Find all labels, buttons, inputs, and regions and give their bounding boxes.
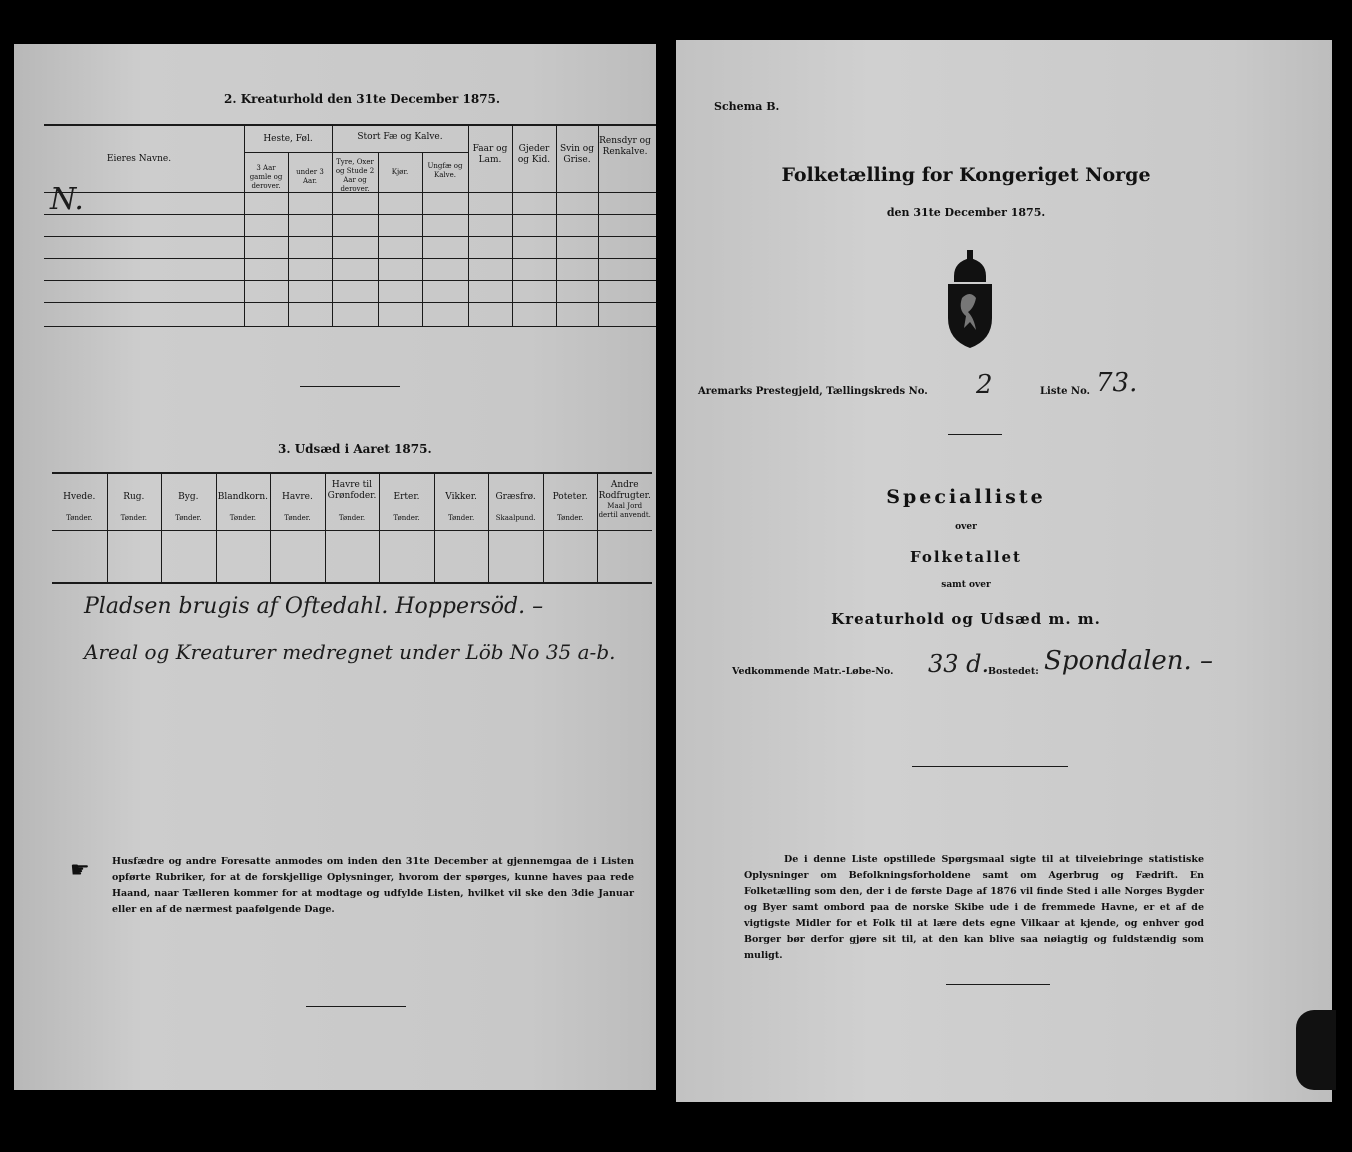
table2-col-line [434,472,435,582]
table2-col-unit: Tønder. [229,514,257,522]
divider [306,1006,406,1007]
owner-col-header: Eieres Navne. [106,154,172,164]
samt-over-label: samt over [941,580,991,590]
table2-col-name: Blandkorn. [217,492,269,502]
norwegian-coat-of-arms-icon [944,248,996,350]
over-label: over [955,522,977,532]
divider [946,984,1050,985]
cattle-header: Stort Fæ og Kalve. [357,132,443,142]
table1-row-line [44,302,656,303]
table1-row-line [44,236,656,237]
table2-col-unit: Tønder. [120,514,147,522]
table2-col-name: Havre. [282,492,313,502]
table2-col-line [270,472,271,582]
table2-col-line [488,472,489,582]
table2-col-name: Byg. [178,492,199,502]
cattle-sub3: Ungfæ og Kalve. [427,162,463,179]
table2-top-rule [52,472,652,474]
folketallet-title: Folketallet [910,548,1022,566]
pointing-hand-icon: ☛ [70,858,90,883]
specialliste-title: Specialliste [886,486,1046,508]
sheep-header: Faar og Lam. [472,144,508,165]
horses-sub1: 3 Aar gamle og derover. [249,164,283,190]
table2-col-line [216,472,217,582]
table1-subheader-rule [244,152,468,153]
section2-title: 2. Kreaturhold den 31te December 1875. [224,92,501,106]
table2-col-line [379,472,380,582]
divider [912,766,1068,767]
table2-col-name: Rug. [123,492,145,502]
document-title: Folketælling for Kongeriget Norge [781,164,1151,186]
horses-sub2: under 3 Aar. [296,168,324,185]
table2-col-name: Andre Rodfrugter. [598,480,651,501]
table2-col-unit: Tønder. [393,514,420,522]
list-number: 73. [1096,368,1138,398]
reindeer-header: Rensdyr og Renkalve. [599,136,651,157]
list-label: Liste No. [1040,386,1091,397]
table2-col-unit: Tønder. [175,514,202,522]
table2-col-name: Erter. [393,492,420,502]
table2-bottom-rule [52,582,652,584]
right-page [676,40,1332,1102]
divider [300,386,400,387]
table2-col-unit: Tønder. [66,514,93,522]
handwritten-note-1: Pladsen brugis af Oftedahl. Hoppersöd. – [84,594,544,619]
matr-value: 33 d. [928,650,990,678]
handwritten-row-mark: N. [50,182,84,217]
left-page [14,44,656,1090]
table1-bottom-rule [44,326,656,327]
table2-col-name: Hvede. [63,492,96,502]
kreaturhold-title: Kreaturhold og Udsæd m. m. [831,610,1101,628]
table2-col-unit: Tønder. [338,514,366,522]
matr-label: Vedkommende Matr.-Løbe-No. [732,666,894,677]
table2-col-line [161,472,162,582]
table2-col-name: Havre til Grønfoder. [327,480,377,501]
bostedet-label: Bostedet: [988,666,1039,677]
cattle-sub2: Kjør. [391,168,409,176]
cattle-sub1: Tyre, Oxer og Stude 2 Aar og derover. [335,158,375,193]
table2-col-unit: Skaalpund. [495,514,536,522]
table1-row-line [44,214,656,215]
table2-col-unit: Tønder. [447,514,475,522]
schema-label: Schema B. [714,100,780,113]
pigs-header: Svin og Grise. [560,144,594,165]
handwritten-note-2: Areal og Kreaturer medregnet under Löb No 35 a-b. [84,640,616,664]
horses-header: Heste, Føl. [263,134,313,144]
table1-col-line [332,124,333,326]
district-number: 2 [976,370,993,400]
table1-col-line [378,152,379,326]
table2-col-line [543,472,544,582]
table1-row-line [44,280,656,281]
census-date: den 31te December 1875. [886,206,1046,219]
goats-header: Gjeder og Kid. [517,144,551,165]
section3-title: 3. Udsæd i Aaret 1875. [278,442,432,456]
table2-col-unit: Tønder. [284,514,311,522]
table1-col-line [244,124,245,326]
table2-col-name: Vikker. [445,492,477,502]
table2-header-rule [52,530,652,531]
table2-col-name: Græsfrø. [495,492,536,502]
table1-top-rule [44,124,656,126]
table1-row-line [44,258,656,259]
page-edge-tab [1296,1010,1336,1090]
explanation-paragraph: De i denne Liste opstillede Spørgsmaal sigte til at tilveiebringe statistiske Oplysninger om Befolkningsforholdene samt om Agerbrug og Fædrift. En Folketælling som den, der i de første Dage af 1876 vil finde Sted i alle Norges Bygder og Byer samt ombord paa de norske Skibe ude i de fremmede Havne, er et af de vigtigste Midler for et Folk til at lære dets egne Vilkaar at kjende, og enhver god Borger bør derfor gjøre sit til, at den kan blive saa nøiagtig og fuldstændig som muligt. [744,854,1204,961]
table2-col-unit: Maal Jord dertil anvendt. [598,502,651,519]
notice-text: Husfædre og andre Foresatte anmodes om inden den 31te December at gjennemgaa de i Listen opførte Rubriker, for at de forskjellige Oplysninger, hvorom der spørges, kunne haves paa rede Haand, naar Tælleren kommer for at modtage og udfylde Listen, hvilket vil ske den 3die Januar eller en af de nærmest paafølgende Dage. [112,856,634,915]
bostedet-value: Spondalen. – [1044,646,1213,676]
parish-label: Aremarks Prestegjeld, Tællingskreds No. [698,386,928,397]
divider [948,434,1002,435]
table2-col-unit: Tønder. [557,514,584,522]
table2-col-line [107,472,108,582]
table2-col-name: Poteter. [552,492,588,502]
